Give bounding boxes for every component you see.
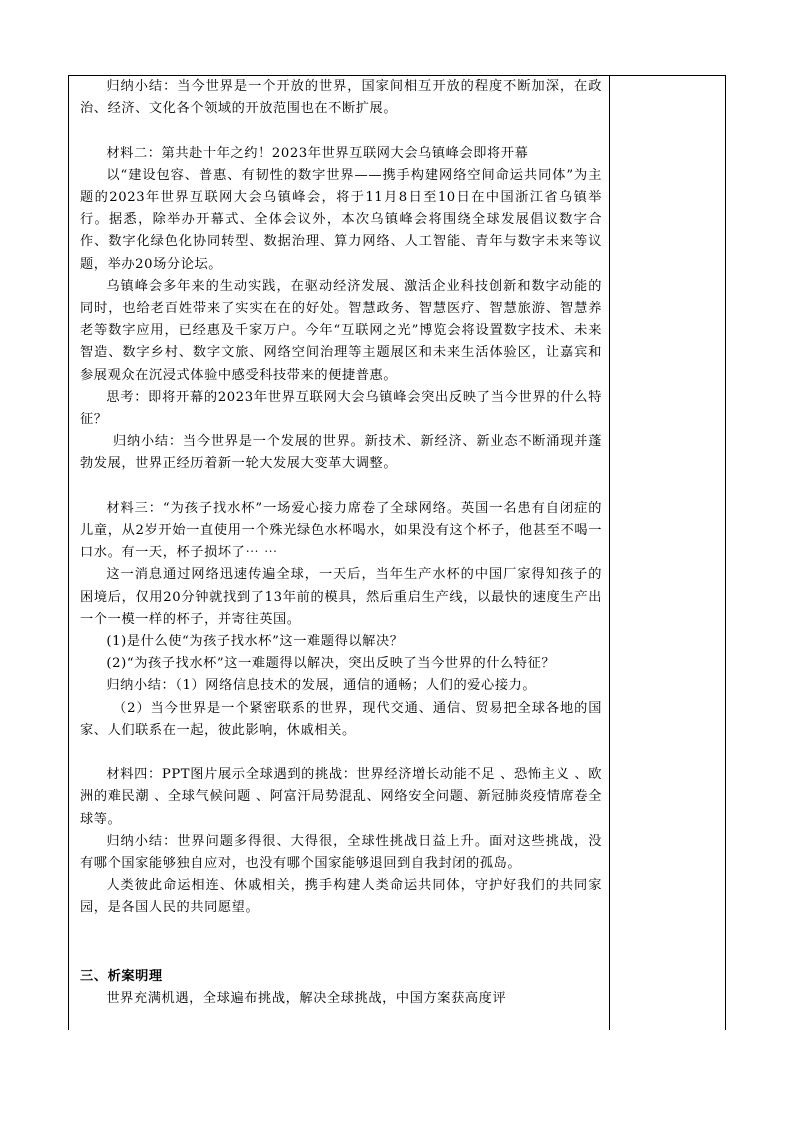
section-3-paragraph-1: 世界充满机遇，全球遍布挑战，解决全球挑战，中国方案获高度评 <box>106 990 507 1006</box>
material-4-paragraph-2: 人类彼此命运相连、休戚相关，携手构建人类命运共同体，守护好我们的共同家园，是各国人民的共同愿望。 <box>80 878 602 916</box>
summary-open-world: 归纳小结：当今世界是一个开放的世界，国家间相互开放的程度不断加深，在政治、经济、文化各个领域的开放范围也在不断扩展。 <box>80 79 602 117</box>
material-2-title: 材料二：第共赴十年之约！2023年世界互联网大会乌镇峰会即将开幕 <box>106 145 529 161</box>
material-2-question: 思考：即将开幕的2023年世界互联网大会乌镇峰会突出反映了当今世界的什么特征？ <box>80 389 602 428</box>
material-2-paragraph-1: 以“建设包容、普惠、有韧性的数字世界——携手构建网络空间命运共同体”为主题的2023年世界互联网大会乌镇峰会，将于11月8日至10日在中国浙江省乌镇举行。据悉，除举办开幕式、全体会议外，本次乌镇峰会将围绕全球发展倡议数字合作、数字化绿色化协同转型、数据治理、算力网络、人工智能、青年与数字未来等议题，举办20场分论坛。 <box>80 167 602 272</box>
material-3-paragraph-1: 材料三：“为孩子找水杯”一场爱心接力席卷了全球网络。英国一名患有自闭症的儿童，从2岁开始一直使用一个殊光绿色水杯喝水，如果没有这个杯子，他甚至不喝一口水。有一天，杯子损坏了⋯ ⋯ <box>80 500 602 561</box>
material-3-question-2: (2)“为孩子找水杯”这一难题得以解决，突出反映了当今世界的什么特征？ <box>106 656 556 672</box>
material-3-paragraph-2: 这一消息通过网络迅速传遍全球，一天后，当年生产水杯的中国厂家得知孩子的困境后，仅用20分钟就找到了13年前的模具，然后重启生产线，以最快的速度生产出一个一模一样的杯子，并寄往英国。 <box>80 567 602 627</box>
summary-network: 归纳小结：（1）网络信息技术的发展，通信的通畅；人们的爱心接力。 <box>106 678 537 694</box>
summary-connected-world: （2）当今世界是一个紧密联系的世界，现代交通、通信、贸易把全球各地的国家、人们联系在一起，彼此影响，休戚相关。 <box>80 700 602 738</box>
material-2-paragraph-2: 乌镇峰会多年来的生动实践，在驱动经济发展、激活企业科技创新和数字动能的同时，也给老百姓带来了实实在在的好处。智慧政务、智慧医疗、智慧旅游、智慧养老等数字应用，已经惠及千家万户。今年“互联网之光”博览会将设置数字技术、未来智造、数字乡村、数字文旅、网络空间治理等主题展区和未来生活体验区，让嘉宾和参展观众在沉浸式体验中感受科技带来的便捷普惠。 <box>80 278 602 383</box>
section-3-heading: 三、析案明理 <box>80 968 163 984</box>
summary-developing-world: 归纳小结：当今世界是一个发展的世界。新技术、新经济、新业态不断涌现并蓬勃发展，世界正经历着新一轮大发展大变革大调整。 <box>80 434 602 472</box>
table-column-divider <box>609 75 610 1030</box>
summary-global-challenges: 归纳小结：世界问题多得很、大得很，全球性挑战日益上升。面对这些挑战，没有哪个国家能够独自应对，也没有哪个国家能够退回到自我封闭的孤岛。 <box>80 833 602 872</box>
material-3-question-1: (1)是什么使“为孩子找水杯”这一难题得以解决？ <box>106 634 404 650</box>
material-4-paragraph-1: 材料四：PPT图片展示全球遇到的挑战：世界经济增长动能不足 、恐怖主义 、欧洲的难民潮 、全球气候问题 、阿富汗局势混乱、网络安全问题、新冠肺炎疫情席卷全球等。 <box>80 767 602 827</box>
lesson-content <box>80 76 602 1010</box>
